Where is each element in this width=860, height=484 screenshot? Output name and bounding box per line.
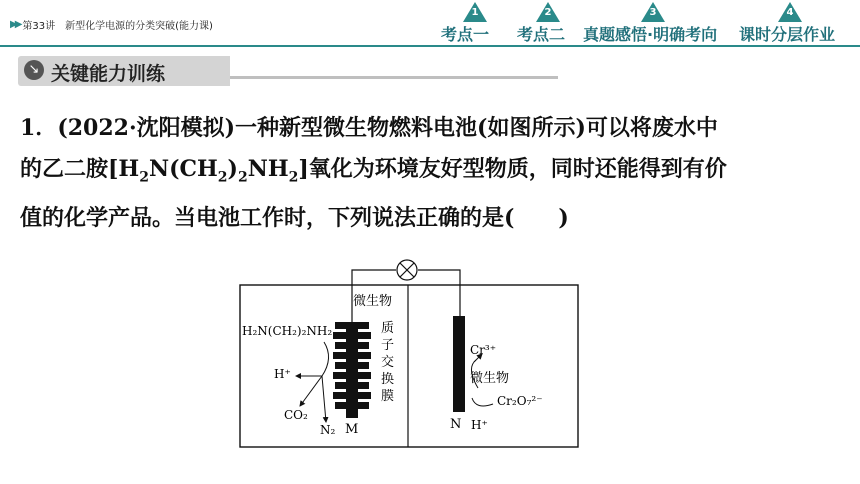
co2-label: CO₂ (284, 408, 308, 422)
electrode-n-label: N (450, 417, 462, 432)
dichromate-label: Cr₂O₇²⁻ (497, 394, 543, 408)
microbe-label-right: 微生物 (470, 371, 510, 386)
svg-text:换: 换 (381, 372, 395, 387)
arrow-to-n2 (322, 376, 326, 422)
double-arrow-icon: ▶▶ (10, 19, 20, 30)
section-underline (218, 76, 558, 79)
question-source: (2022·沈阳模拟) (57, 115, 236, 141)
tab-zhenti[interactable]: 真题感悟·明确考向 (583, 25, 718, 44)
tab-number-badge-4: 4 (777, 1, 803, 23)
ethylenediamine-label: H₂N(CH₂)₂NH₂ (242, 324, 333, 338)
tab-number-badge-1: 1 (462, 1, 488, 23)
arrow-to-co2 (300, 376, 322, 406)
question-line-1: 1．(2022·沈阳模拟)一种新型微生物燃料电池(如图所示)可以将废水中 (20, 115, 718, 141)
svg-text:质: 质 (381, 321, 395, 336)
wire-right (418, 270, 460, 318)
cell-container (240, 285, 578, 447)
electrode-m (333, 322, 371, 418)
question-line-2: 的乙二胺$[H_2N(CH_2)_2NH_2]$氧化为环境友好型物质，同时还能得到有价 (20, 156, 727, 186)
tab-number-badge-3: 3 (640, 1, 666, 23)
header-divider (0, 45, 860, 47)
svg-text:交: 交 (381, 355, 395, 370)
section-title: 关键能力训练 (51, 63, 166, 85)
h-plus-label-right: H⁺ (471, 418, 488, 432)
reduction-arrow-lower (472, 398, 493, 406)
h-plus-label-left: H⁺ (274, 367, 291, 381)
question-line-3: 值的化学产品。当电池工作时，下列说法正确的是( ) (20, 205, 569, 232)
fuel-cell-diagram (238, 258, 580, 450)
cr3-label: Cr³⁺ (470, 343, 497, 357)
tab-homework[interactable]: 课时分层作业 (739, 25, 836, 44)
lamp-icon (397, 260, 417, 280)
svg-text:子: 子 (381, 338, 395, 353)
n2-label: N₂ (320, 423, 336, 437)
question-text (20, 108, 850, 239)
question-number: 1． (20, 115, 58, 141)
electrode-m-label: M (345, 422, 359, 437)
electrode-n (453, 316, 465, 412)
lesson-info (10, 17, 213, 32)
reaction-arrow-main (322, 342, 329, 376)
tab-kaodian-1[interactable]: 考点一 (441, 25, 490, 44)
section-heading (18, 56, 558, 86)
lesson-title: 新型化学电源的分类突破(能力课) (65, 21, 213, 32)
microbe-label-top: 微生物 (353, 294, 393, 309)
svg-text:膜: 膜 (381, 389, 395, 404)
lesson-number: 第33讲 (22, 21, 56, 32)
arrow-circle-icon: ↘ (24, 60, 44, 80)
tab-number-badge-2: 2 (535, 1, 561, 23)
tab-kaodian-2[interactable]: 考点二 (517, 25, 566, 44)
membrane-label (381, 321, 394, 404)
header-bar (0, 0, 860, 50)
